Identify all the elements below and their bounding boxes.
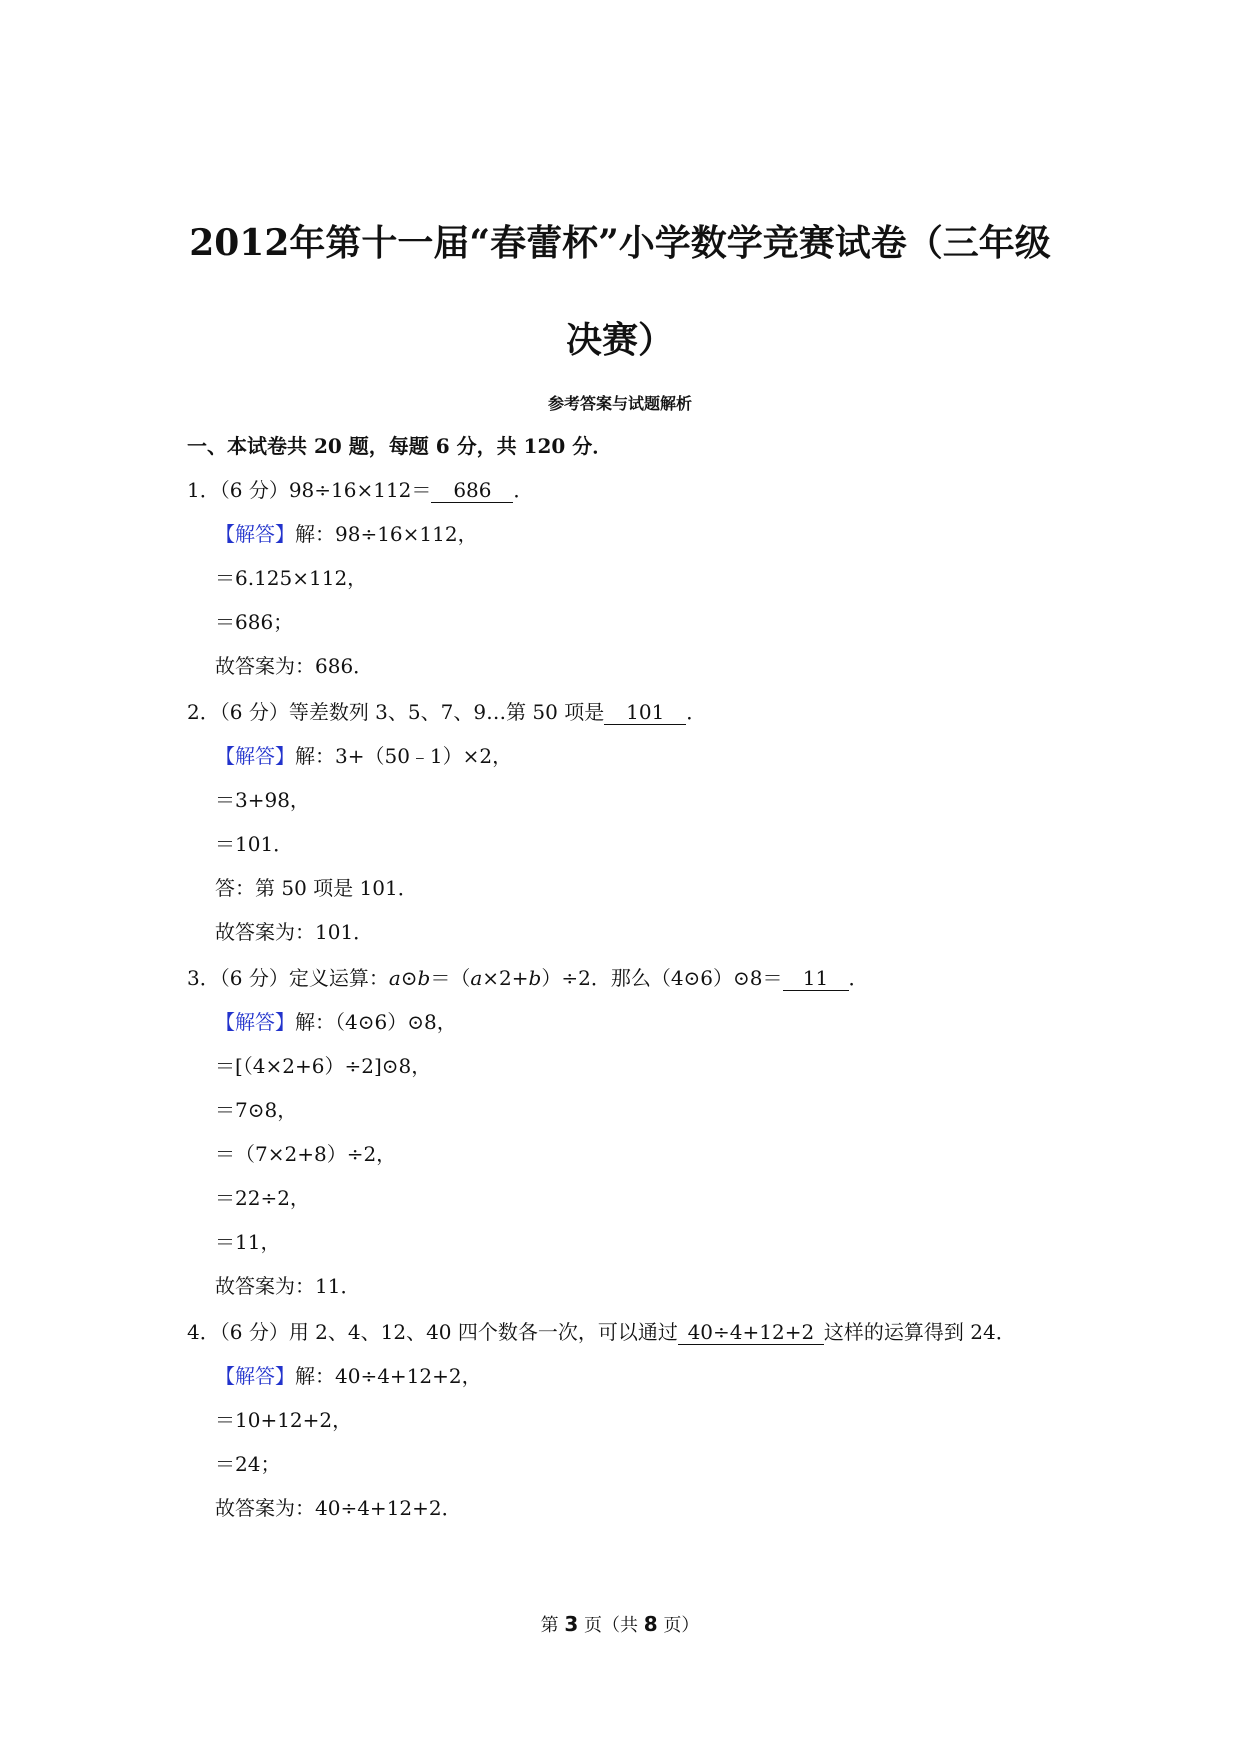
question-number: 4． — [187, 1320, 220, 1344]
solution-2-first — [215, 742, 512, 770]
document-title-line2: 决赛） — [565, 319, 674, 361]
question-number: 1． — [187, 478, 220, 502]
solution-step: 答：第 50 项是 101． — [215, 876, 418, 900]
solution-step: ＝7⊙8， — [215, 1098, 298, 1122]
solution-step: 故答案为：686． — [215, 654, 374, 678]
solution-step: ＝24； — [215, 1452, 281, 1476]
solution-text: 解：40÷4+12+2， — [295, 1364, 482, 1388]
solution-step: ＝10+12+2， — [215, 1408, 353, 1432]
question-1 — [187, 476, 533, 504]
question-end: ． — [686, 700, 707, 724]
solution-3-first — [215, 1008, 457, 1036]
question-3 — [187, 964, 869, 992]
solution-text: 解：3+（50﹣1）×2， — [295, 744, 513, 768]
question-text: （6 分）定义运算： — [219, 966, 389, 990]
document-subtitle: 参考答案与试题解析 — [547, 394, 692, 413]
footer-text: 页） — [657, 1615, 700, 1636]
question-end: ． — [848, 966, 869, 990]
solution-step: 故答案为：101． — [215, 920, 374, 944]
solution-step: ＝686； — [215, 610, 294, 634]
answer-tag: 【解答】 — [215, 744, 295, 768]
answer-blank: 11 — [783, 966, 849, 991]
question-2 — [187, 698, 706, 726]
solution-text: 解：（4⊙6）⊙8， — [295, 1010, 457, 1034]
solution-step: ＝3+98， — [215, 788, 310, 812]
solution-step: ＝101． — [215, 832, 294, 856]
question-text: ×2+ — [482, 966, 529, 990]
question-number: 3． — [187, 966, 220, 990]
answer-tag: 【解答】 — [215, 1364, 295, 1388]
variable-a: a — [388, 966, 401, 990]
question-4 — [187, 1318, 1016, 1346]
page-footer — [0, 1611, 1240, 1637]
question-text: （6 分）98÷16×112＝ — [219, 478, 432, 502]
section-heading: 一、本试卷共 20 题，每题 6 分，共 120 分． — [187, 434, 613, 458]
solution-step: ＝22÷2， — [215, 1186, 310, 1210]
solution-1-first — [215, 520, 478, 548]
current-page-number: 3 — [564, 1612, 579, 1636]
question-end: ． — [513, 478, 534, 502]
total-pages-number: 8 — [643, 1612, 658, 1636]
solution-4-first — [215, 1362, 482, 1390]
answer-tag: 【解答】 — [215, 1010, 295, 1034]
question-number: 2． — [187, 700, 220, 724]
solution-step: ＝6.125×112， — [215, 566, 368, 590]
question-text: （6 分）用 2、4、12、40 四个数各一次，可以通过 — [219, 1320, 678, 1344]
question-end: 这样的运算得到 24． — [823, 1320, 1016, 1344]
document-title-line1: 2012年第十一届“春蕾杯”小学数学竞赛试卷（三年级 — [189, 222, 1051, 264]
variable-b: b — [528, 966, 542, 990]
question-text: ）÷2．那么（4⊙6）⊙8＝ — [541, 966, 783, 990]
solution-step: 故答案为：40÷4+12+2． — [215, 1496, 462, 1520]
footer-text: 第 — [540, 1615, 565, 1636]
answer-blank: 40÷4+12+2 — [678, 1320, 824, 1345]
footer-text: 页（共 — [578, 1615, 644, 1636]
answer-blank: 686 — [431, 478, 513, 503]
solution-step: ＝11， — [215, 1230, 281, 1254]
variable-a: a — [470, 966, 483, 990]
question-text: ＝（ — [430, 966, 471, 990]
answer-tag: 【解答】 — [215, 522, 295, 546]
variable-b: b — [417, 966, 431, 990]
solution-step: ＝[（4×2+6）÷2]⊙8， — [215, 1054, 432, 1078]
answer-blank: 101 — [604, 700, 686, 725]
solution-text: 解：98÷16×112， — [295, 522, 478, 546]
solution-step: ＝（7×2+8）÷2， — [215, 1142, 397, 1166]
question-text: （6 分）等差数列 3、5、7、9…第 50 项是 — [219, 700, 605, 724]
solution-step: 故答案为：11． — [215, 1274, 361, 1298]
operator-symbol: ⊙ — [400, 966, 418, 990]
